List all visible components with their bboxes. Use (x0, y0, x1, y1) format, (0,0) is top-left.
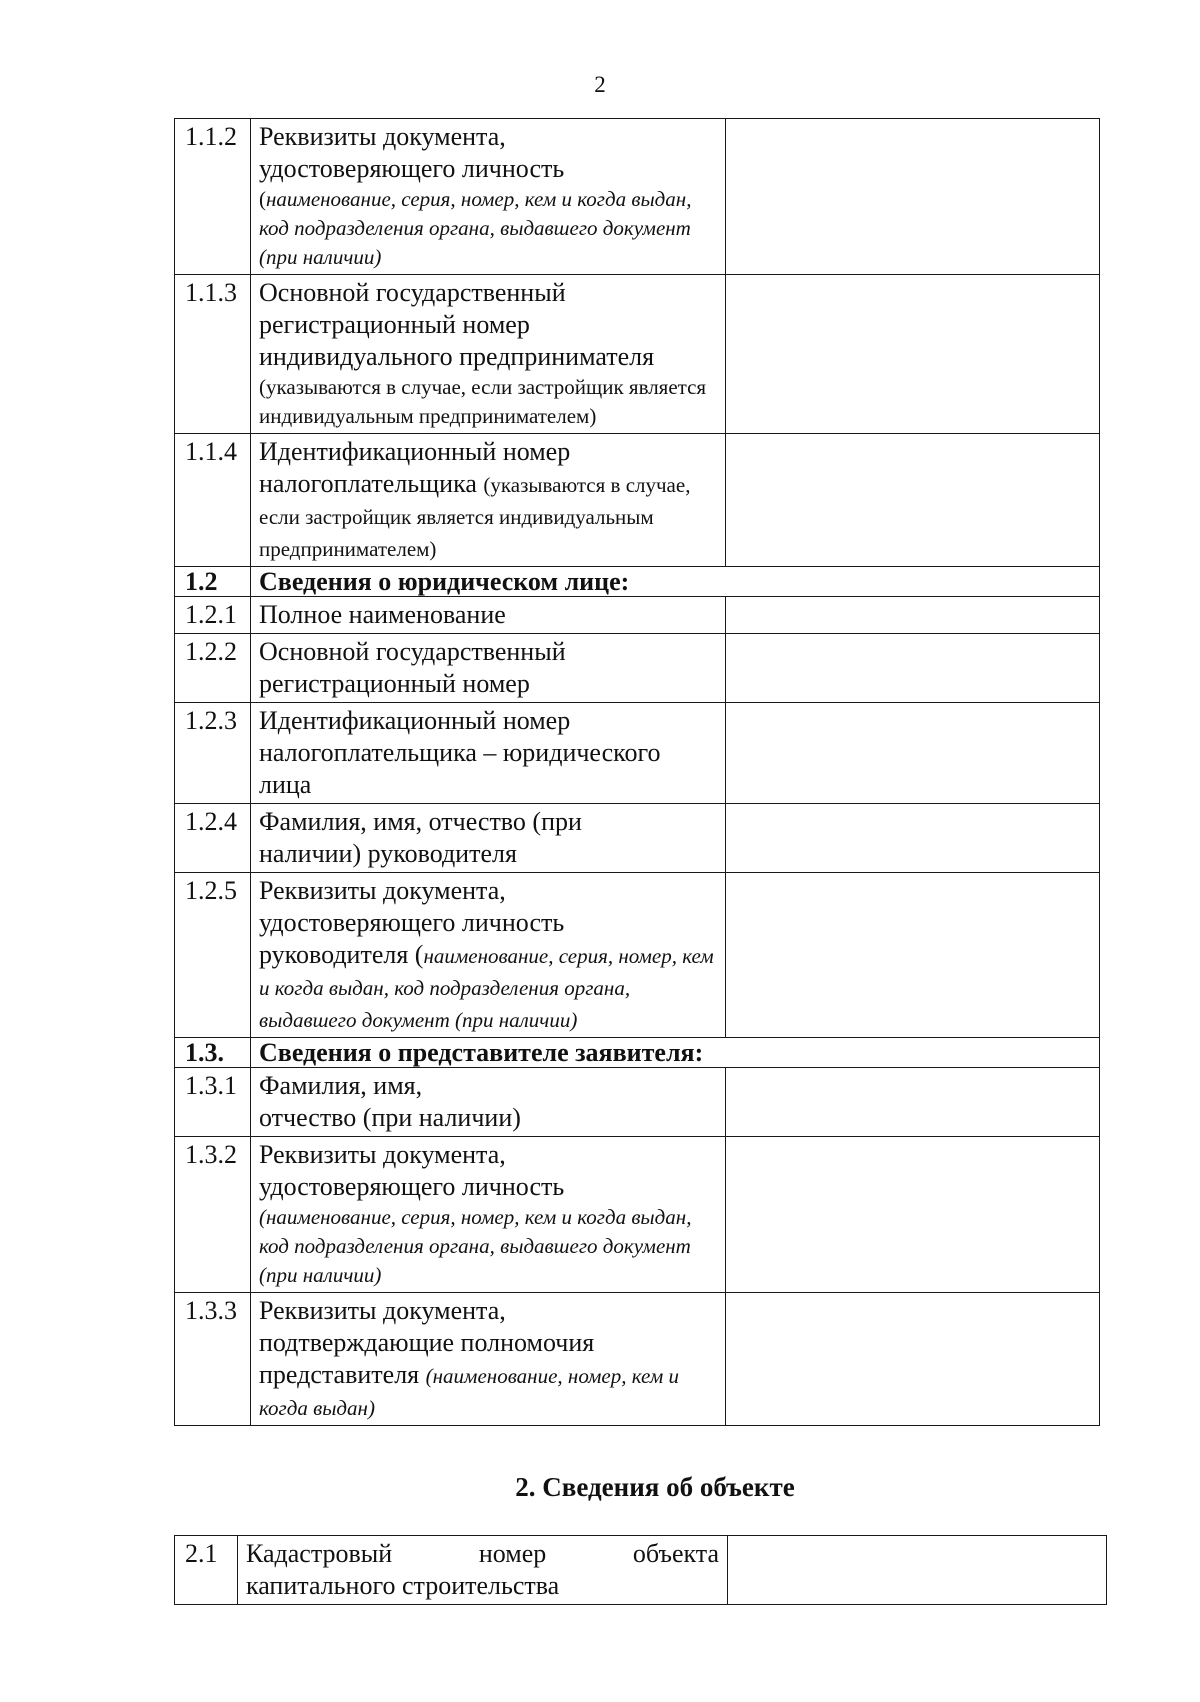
row-number: 1.2.2 (175, 634, 251, 703)
table-row (175, 703, 1100, 804)
section-title: Сведения о юридическом лице: (251, 567, 1100, 597)
label-line: Основной государственный (259, 637, 566, 666)
label-line: капитального строительства (246, 1571, 560, 1600)
row-label (251, 119, 726, 275)
row-label (251, 275, 726, 434)
label-line: Полное наименование (259, 600, 506, 629)
row-label (251, 634, 726, 703)
row-number: 1.2.1 (175, 597, 251, 634)
applicant-details-table (174, 118, 1100, 1426)
value-cell[interactable] (726, 634, 1100, 703)
label-line: отчество (при наличии) (259, 1103, 521, 1132)
row-label (251, 597, 726, 634)
label-line: наличии) руководителя (259, 839, 517, 868)
section-row (175, 567, 1100, 597)
row-label (251, 873, 726, 1038)
label-line: подтверждающие полномочия (259, 1328, 595, 1357)
section-heading: 2. Сведения об объекте (515, 1472, 795, 1502)
label-note: (указываются в случае, если застройщик является индивидуальным предпринимателем) (259, 473, 691, 561)
section-row (175, 1038, 1100, 1068)
row-label (251, 804, 726, 873)
label-line: лица (259, 770, 312, 799)
label-line: Идентификационный номер (259, 706, 571, 735)
table-row (175, 597, 1100, 634)
row-label (251, 1068, 726, 1137)
label-line: Идентификационный номер (259, 437, 571, 466)
row-number: 1.1.2 (175, 119, 251, 275)
label-line: Реквизиты документа, (259, 1140, 506, 1169)
value-cell[interactable] (726, 275, 1100, 434)
label-inline: руководителя ( (259, 940, 424, 969)
label-line: регистрационный номер (259, 669, 530, 698)
label-line: налогоплательщика – юридического (259, 738, 661, 767)
label-line: Реквизиты документа, (259, 876, 506, 905)
label-line: регистрационный номер (259, 310, 530, 339)
table-row (175, 1536, 1107, 1605)
label-line: удостоверяющего личность (259, 1172, 565, 1201)
table-row (175, 1137, 1100, 1293)
row-number: 1.3.1 (175, 1068, 251, 1137)
label-line: Кадастровый номер объекта (246, 1539, 719, 1568)
value-cell[interactable] (726, 1137, 1100, 1293)
label-line: Фамилия, имя, (259, 1071, 423, 1100)
row-label (251, 1293, 726, 1426)
value-cell[interactable] (726, 703, 1100, 804)
object-details-table (174, 1535, 1107, 1605)
table-row (175, 1293, 1100, 1426)
label-inline: налогоплательщика (259, 469, 477, 498)
label-line: индивидуального предпринимателя (259, 342, 655, 371)
row-label (251, 703, 726, 804)
table-row (175, 873, 1100, 1038)
table-row (175, 634, 1100, 703)
label-line: Реквизиты документа, (259, 1296, 506, 1325)
row-number: 1.3.3 (175, 1293, 251, 1426)
table-row (175, 119, 1100, 275)
value-cell[interactable] (726, 1068, 1100, 1137)
row-label (251, 434, 726, 567)
row-number: 1.1.3 (175, 275, 251, 434)
label-note: (наименование, серия, номер, кем и когда выдан, код подразделения органа, выдавшего документ (при наличии) (259, 1205, 692, 1287)
value-cell[interactable] (726, 434, 1100, 567)
table-row (175, 804, 1100, 873)
row-number: 2.1 (175, 1536, 238, 1605)
section-number: 1.3. (175, 1038, 251, 1068)
label-line: удостоверяющего личность (259, 154, 565, 183)
row-number: 1.1.4 (175, 434, 251, 567)
row-label (238, 1536, 728, 1605)
label-line: Реквизиты документа, (259, 122, 506, 151)
label-note: (наименование, серия, номер, кем и когда выдан, код подразделения органа, выдавшего документ (при наличии) (259, 187, 692, 269)
value-cell[interactable] (726, 119, 1100, 275)
value-cell[interactable] (726, 1293, 1100, 1426)
section-number: 1.2 (175, 567, 251, 597)
label-note: (указываются в случае, если застройщик является индивидуальным предпринимателем) (259, 375, 707, 428)
table-row (175, 1068, 1100, 1137)
page-number: 2 (594, 72, 606, 97)
table-row (175, 434, 1100, 567)
label-line: Основной государственный (259, 278, 566, 307)
label-line: удостоверяющего личность (259, 908, 565, 937)
row-number: 1.3.2 (175, 1137, 251, 1293)
value-cell[interactable] (726, 873, 1100, 1038)
value-cell[interactable] (726, 597, 1100, 634)
label-inline: представителя (259, 1360, 420, 1389)
row-number: 1.2.5 (175, 873, 251, 1038)
row-number: 1.2.4 (175, 804, 251, 873)
row-number: 1.2.3 (175, 703, 251, 804)
section-title: Сведения о представителе заявителя: (251, 1038, 1100, 1068)
value-cell[interactable] (728, 1536, 1107, 1605)
label-note: (наименование, номер, кем и когда выдан) (259, 1364, 679, 1420)
row-label (251, 1137, 726, 1293)
table-row (175, 275, 1100, 434)
label-note: наименование, серия, номер, кем и когда выдан, код подразделения органа, выдавшего документ (при наличии) (259, 944, 714, 1032)
label-line: Фамилия, имя, отчество (при (259, 807, 582, 836)
value-cell[interactable] (726, 804, 1100, 873)
